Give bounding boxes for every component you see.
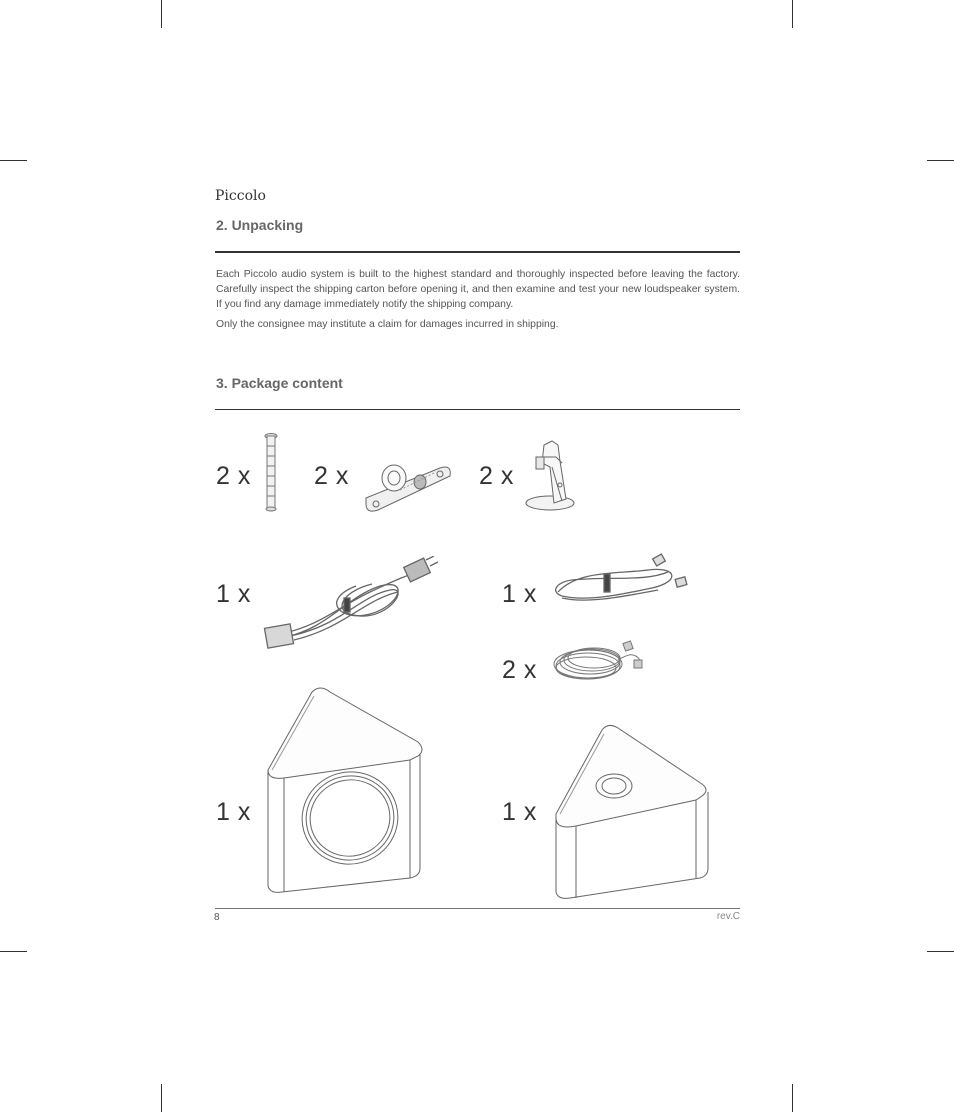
revision-label: rev.C xyxy=(716,911,740,922)
section-title-unpacking: 2. Unpacking xyxy=(216,217,304,233)
speaker-cable-icon xyxy=(548,630,648,686)
crop-mark xyxy=(0,951,27,952)
quantity-label: 2 x xyxy=(502,656,537,684)
quantity-label: 1 x xyxy=(502,798,537,826)
unpacking-paragraph: Only the consignee may institute a claim for damages incurred in shipping. xyxy=(216,319,559,330)
quantity-label: 2 x xyxy=(479,462,514,490)
subwoofer-icon xyxy=(262,686,426,896)
power-cord-icon xyxy=(260,556,440,652)
quantity-label: 1 x xyxy=(502,580,537,608)
crop-mark xyxy=(0,160,27,161)
section-divider xyxy=(215,251,740,253)
quantity-label: 1 x xyxy=(216,580,251,608)
footer-divider xyxy=(215,908,740,909)
spike-rod-icon xyxy=(258,432,284,514)
quantity-label: 1 x xyxy=(216,798,251,826)
wall-bracket-icon xyxy=(360,448,456,518)
crop-mark xyxy=(927,160,954,161)
crop-mark xyxy=(161,1084,162,1112)
unpacking-paragraph: Each Piccolo audio system is built to the highest standard and thoroughly inspected before leaving the factory. Carefully inspect the shipping carton before opening it, and then examine and test your new loudspeaker system. If you find any damage immediately notify the shipping company. xyxy=(216,269,740,310)
crop-mark xyxy=(161,0,162,28)
quantity-label: 2 x xyxy=(216,462,251,490)
crop-mark xyxy=(792,1084,793,1112)
controller-unit-icon xyxy=(550,722,712,900)
page-number: 8 xyxy=(214,912,220,923)
desk-stand-icon xyxy=(522,437,584,517)
section-divider xyxy=(215,409,740,410)
network-cable-icon xyxy=(548,552,692,608)
brand-title: Piccolo xyxy=(215,188,266,204)
section-title-package: 3. Package content xyxy=(216,375,343,391)
crop-mark xyxy=(927,951,954,952)
crop-mark xyxy=(792,0,793,28)
quantity-label: 2 x xyxy=(314,462,349,490)
